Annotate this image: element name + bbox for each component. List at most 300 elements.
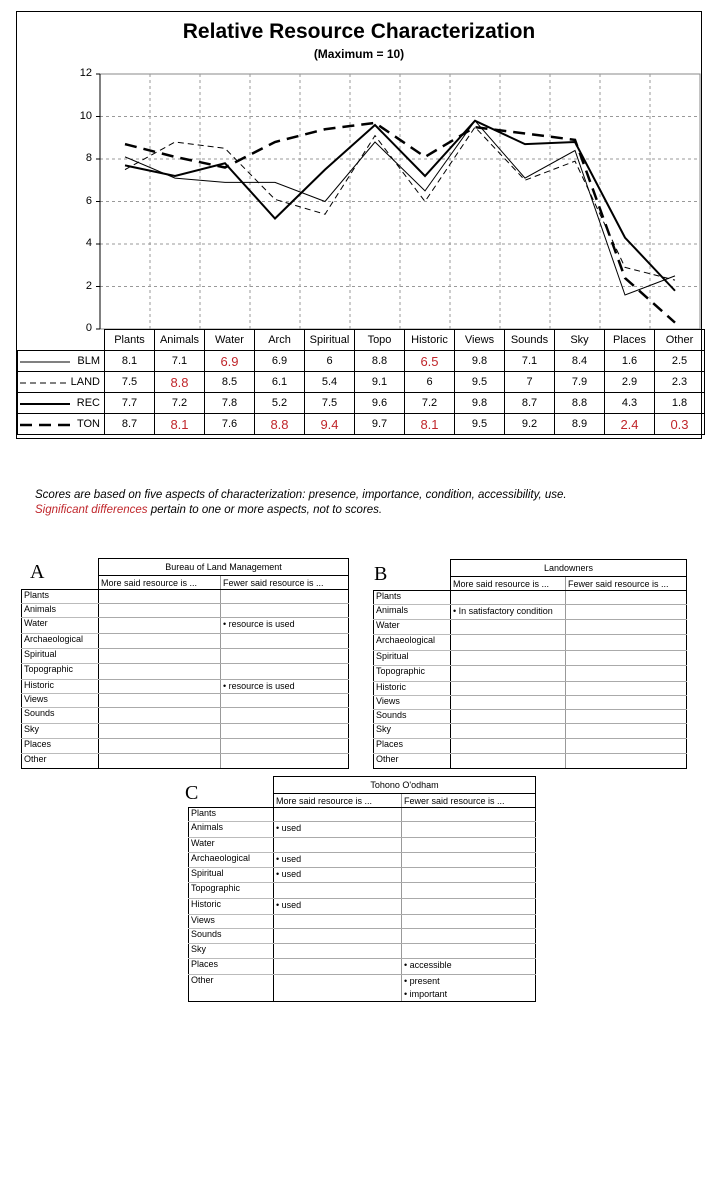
legend-label: TON: [76, 418, 100, 430]
cell-more: [451, 635, 566, 651]
cell-more: [451, 696, 566, 710]
value-cell: 8.8: [571, 397, 588, 409]
data-cell: [255, 351, 305, 372]
cell-more: [274, 868, 402, 883]
cell-more: [274, 808, 402, 822]
legend-entry: [18, 393, 105, 414]
cell-more: [274, 838, 402, 853]
data-cell: [105, 351, 155, 372]
data-cell: [255, 372, 305, 393]
cell-more: [274, 975, 402, 1002]
resource-label: Historic: [22, 680, 99, 694]
resource-label: Archaeological: [189, 853, 274, 868]
resource-label: Views: [189, 915, 274, 929]
resource-label: Animals: [189, 822, 274, 838]
value-cell: 9.8: [471, 397, 488, 409]
cell-fewer: [566, 739, 687, 754]
cell-more: [99, 724, 221, 739]
resource-label: Sky: [22, 724, 99, 739]
cell-more: [451, 605, 566, 620]
resource-label: Sounds: [22, 708, 99, 724]
chart-subtitle: (Maximum = 10): [313, 47, 405, 61]
bullet-item: • used: [276, 869, 302, 879]
panel-row: [22, 604, 349, 618]
panel-row: [22, 754, 349, 769]
legend-entry: [18, 414, 105, 435]
legend-swatch-blm: [20, 357, 70, 367]
cell-fewer: [221, 664, 349, 680]
category-header: Historic: [405, 330, 455, 351]
cell-fewer: [402, 838, 536, 853]
panel-row: [22, 680, 349, 694]
data-cell: [455, 414, 505, 435]
bullet-item: • used: [276, 900, 302, 910]
data-cell: [405, 372, 455, 393]
resource-label: Spiritual: [22, 649, 99, 664]
category-header: Sky: [555, 330, 605, 351]
value-cell: 1.6: [621, 355, 638, 367]
bullet-item: • resource is used: [223, 681, 295, 691]
data-cell: [605, 372, 655, 393]
resource-label: Plants: [22, 590, 99, 604]
cell-more: [451, 754, 566, 769]
cell-fewer: [566, 651, 687, 666]
data-cell: [255, 393, 305, 414]
value-cell: 5.4: [321, 376, 338, 388]
data-cell: [505, 351, 555, 372]
cell-fewer: [566, 620, 687, 635]
table-row: [18, 393, 705, 414]
bullet-item: • present: [404, 976, 440, 986]
category-header: Animals: [155, 330, 205, 351]
cell-more: [274, 929, 402, 944]
value-cell: 7.1: [171, 355, 188, 367]
panel-row: [189, 838, 536, 853]
value-significant: 9.4: [320, 416, 339, 432]
y-tick-label: 4: [85, 237, 92, 249]
value-significant: 8.8: [270, 416, 289, 432]
resource-label: Topographic: [22, 664, 99, 680]
resource-label: Water: [374, 620, 451, 635]
cell-more: [99, 604, 221, 618]
value-cell: 6.9: [271, 355, 288, 367]
value-cell: 7.7: [121, 397, 138, 409]
legend-label: LAND: [70, 376, 100, 388]
data-cell: [355, 414, 405, 435]
category-header: Views: [455, 330, 505, 351]
data-cell: [105, 414, 155, 435]
cell-fewer: [402, 915, 536, 929]
data-cell: [155, 351, 205, 372]
legend-entry: [18, 372, 105, 393]
cell-fewer: [221, 604, 349, 618]
panel-table-b: [373, 559, 687, 769]
data-cell: [555, 393, 605, 414]
panel-row: [22, 708, 349, 724]
bullet-item: • accessible: [404, 960, 452, 970]
cell-more: [451, 666, 566, 682]
data-cell: [205, 372, 255, 393]
value-significant: 2.4: [620, 416, 639, 432]
cell-more: [451, 620, 566, 635]
value-cell: 8.7: [121, 418, 138, 430]
panel-row: [22, 664, 349, 680]
column-header-fewer: Fewer said resource is ...: [221, 576, 349, 590]
cell-more: [451, 682, 566, 696]
cell-more: [451, 739, 566, 754]
data-cell: [355, 372, 405, 393]
resource-label: Sky: [374, 724, 451, 739]
cell-more: [274, 915, 402, 929]
panel-row: [189, 915, 536, 929]
cell-fewer: [566, 591, 687, 605]
cell-fewer: [221, 680, 349, 694]
value-cell: 7.1: [521, 355, 538, 367]
panel-row: [374, 605, 687, 620]
panel-corner: [189, 777, 274, 808]
note-highlight: Significant differences: [35, 504, 148, 516]
value-significant: 8.1: [170, 416, 189, 432]
cell-more: [99, 634, 221, 649]
panel-row: [374, 696, 687, 710]
table-row: [18, 372, 705, 393]
cell-fewer: [402, 975, 536, 1002]
cell-fewer: [402, 944, 536, 959]
data-cell: [555, 351, 605, 372]
resource-label: Other: [22, 754, 99, 769]
y-tick-label: 10: [79, 109, 92, 122]
panel-corner: [22, 559, 99, 590]
resource-label: Plants: [374, 591, 451, 605]
value-cell: 9.1: [371, 376, 388, 388]
cell-fewer: [566, 666, 687, 682]
value-cell: 8.7: [521, 397, 538, 409]
data-cell: [355, 351, 405, 372]
value-cell: 8.8: [371, 355, 388, 367]
resource-label: Historic: [189, 899, 274, 915]
y-tick-label: 12: [79, 67, 92, 79]
data-cell: [555, 372, 605, 393]
data-cell: [405, 393, 455, 414]
cell-fewer: [221, 649, 349, 664]
panel-row: [374, 620, 687, 635]
data-cell: [305, 372, 355, 393]
value-significant: 8.1: [420, 416, 439, 432]
data-cell: [455, 351, 505, 372]
data-cell: [655, 351, 705, 372]
panel-row: [189, 944, 536, 959]
category-header: Water: [205, 330, 255, 351]
resource-label: Places: [22, 739, 99, 754]
value-cell: 6: [426, 376, 433, 388]
panel-row: [189, 959, 536, 975]
legend-label: REC: [76, 397, 100, 409]
resource-label: Spiritual: [189, 868, 274, 883]
value-cell: 6: [326, 355, 333, 367]
panel-row: [189, 883, 536, 899]
bullet-item: • important: [404, 989, 448, 999]
data-cell: [305, 393, 355, 414]
value-cell: 9.8: [471, 355, 488, 367]
resource-label: Archaeological: [374, 635, 451, 651]
value-cell: 7: [526, 376, 533, 388]
chart-title: Relative Resource Characterization: [182, 20, 536, 43]
y-tick-label: 8: [85, 152, 92, 164]
data-cell: [655, 393, 705, 414]
panel-row: [189, 975, 536, 1002]
cell-fewer: [221, 739, 349, 754]
cell-fewer: [402, 853, 536, 868]
value-cell: 2.5: [671, 355, 688, 367]
note-line-2: Significant differences pertain to one or more aspects, not to scores.: [35, 504, 383, 516]
value-cell: 7.9: [571, 376, 588, 388]
panel-group-title: Tohono O'odham: [274, 777, 536, 794]
table-corner: [18, 330, 105, 351]
cell-more: [274, 853, 402, 868]
value-cell: 9.2: [521, 418, 538, 430]
data-cell: [655, 414, 705, 435]
data-cell: [655, 372, 705, 393]
legend-entry: [18, 351, 105, 372]
data-cell: [605, 393, 655, 414]
value-cell: 8.1: [121, 355, 138, 367]
table-row: [18, 414, 705, 435]
cell-fewer: [402, 808, 536, 822]
panel-row: [374, 710, 687, 724]
panel-group-title: Landowners: [451, 560, 687, 577]
data-cell: [355, 393, 405, 414]
cell-fewer: [566, 605, 687, 620]
resource-label: Water: [189, 838, 274, 853]
cell-fewer: [566, 635, 687, 651]
cell-more: [274, 822, 402, 838]
note-line-1: Scores are based on five aspects of characterization: presence, importance, condition, accessibility, use.: [35, 489, 567, 501]
data-cell: [555, 414, 605, 435]
column-header-more: More said resource is ...: [274, 794, 402, 808]
y-tick-label: 0: [85, 322, 92, 334]
resource-label: Animals: [374, 605, 451, 620]
panel-row: [374, 591, 687, 605]
cell-more: [274, 944, 402, 959]
panel-row: [22, 634, 349, 649]
value-cell: 2.9: [621, 376, 638, 388]
resource-label: Places: [189, 959, 274, 975]
category-header: Arch: [255, 330, 305, 351]
category-header: Spiritual: [305, 330, 355, 351]
category-header: Places: [605, 330, 655, 351]
bullet-item: • resource is used: [223, 619, 295, 629]
column-header-more: More said resource is ...: [451, 577, 566, 591]
value-cell: 8.5: [221, 376, 238, 388]
cell-more: [451, 710, 566, 724]
panel-row: [374, 724, 687, 739]
cell-fewer: [566, 754, 687, 769]
value-cell: 7.2: [171, 397, 188, 409]
value-cell: 9.5: [471, 418, 488, 430]
data-cell: [505, 414, 555, 435]
panel-letter: B: [374, 563, 388, 585]
data-cell: [605, 351, 655, 372]
cell-fewer: [221, 724, 349, 739]
legend-swatch-land: [20, 378, 70, 388]
value-cell: 4.3: [621, 397, 638, 409]
cell-fewer: [402, 868, 536, 883]
cell-fewer: [566, 696, 687, 710]
cell-fewer: [566, 724, 687, 739]
data-cell: [105, 372, 155, 393]
value-cell: 6.1: [271, 376, 288, 388]
data-cell: [505, 393, 555, 414]
panel-letter: A: [30, 561, 45, 583]
panel-row: [22, 649, 349, 664]
cell-fewer: [221, 708, 349, 724]
resource-label: Spiritual: [374, 651, 451, 666]
panel-row: [22, 724, 349, 739]
column-header-fewer: Fewer said resource is ...: [566, 577, 687, 591]
cell-fewer: [221, 590, 349, 604]
panel-letter: C: [185, 782, 199, 804]
cell-more: [99, 649, 221, 664]
panel-row: [189, 868, 536, 883]
data-cell: [305, 414, 355, 435]
cell-fewer: [221, 618, 349, 634]
data-cell: [155, 372, 205, 393]
bullet-item: • used: [276, 823, 302, 833]
panel-table-c: [188, 776, 536, 1002]
data-cell: [305, 351, 355, 372]
panel-row: [374, 635, 687, 651]
cell-fewer: [402, 822, 536, 838]
resource-label: Other: [374, 754, 451, 769]
category-header: Topo: [355, 330, 405, 351]
panel-row: [374, 739, 687, 754]
resource-label: Plants: [189, 808, 274, 822]
value-cell: 9.6: [371, 397, 388, 409]
value-cell: 7.5: [321, 397, 338, 409]
category-header: Plants: [105, 330, 155, 351]
resource-label: Views: [374, 696, 451, 710]
cell-fewer: [566, 682, 687, 696]
cell-more: [451, 724, 566, 739]
resource-label: Views: [22, 694, 99, 708]
panel-row: [22, 618, 349, 634]
panel-row: [189, 853, 536, 868]
cell-more: [99, 680, 221, 694]
cell-more: [451, 651, 566, 666]
cell-fewer: [566, 710, 687, 724]
value-cell: 8.4: [571, 355, 588, 367]
cell-more: [99, 739, 221, 754]
value-cell: 7.8: [221, 397, 238, 409]
value-cell: 1.8: [671, 397, 688, 409]
chart-data-table: [17, 329, 705, 435]
panel-row: [189, 929, 536, 944]
value-significant: 6.9: [220, 353, 239, 369]
data-cell: [155, 414, 205, 435]
bullet-item: • used: [276, 854, 302, 864]
cell-more: [99, 590, 221, 604]
data-cell: [405, 414, 455, 435]
category-header: Sounds: [505, 330, 555, 351]
panel-row: [189, 899, 536, 915]
value-cell: 5.2: [271, 397, 288, 409]
panel-corner: [374, 560, 451, 591]
data-cell: [505, 372, 555, 393]
cell-more: [99, 618, 221, 634]
value-cell: 7.5: [121, 376, 138, 388]
data-cell: [405, 351, 455, 372]
panel-group-title: Bureau of Land Management: [99, 559, 349, 576]
legend-label: BLM: [77, 355, 100, 367]
cell-fewer: [221, 754, 349, 769]
category-header: Other: [655, 330, 705, 351]
cell-fewer: [402, 883, 536, 899]
value-cell: 7.2: [421, 397, 438, 409]
value-significant: 6.5: [420, 353, 439, 369]
panel-row: [22, 694, 349, 708]
panel-row: [374, 666, 687, 682]
panel-row: [374, 651, 687, 666]
resource-label: Topographic: [374, 666, 451, 682]
data-cell: [105, 393, 155, 414]
resource-label: Other: [189, 975, 274, 1002]
data-cell: [155, 393, 205, 414]
cell-fewer: [402, 899, 536, 915]
panel-row: [374, 682, 687, 696]
data-cell: [605, 414, 655, 435]
resource-label: Sounds: [374, 710, 451, 724]
panel-row: [374, 754, 687, 769]
data-cell: [455, 372, 505, 393]
cell-more: [99, 708, 221, 724]
cell-more: [274, 883, 402, 899]
cell-fewer: [402, 929, 536, 944]
value-significant: 8.8: [170, 374, 189, 390]
resource-label: Sounds: [189, 929, 274, 944]
bullet-item: • In satisfactory condition: [453, 606, 553, 616]
panel-row: [22, 590, 349, 604]
data-cell: [455, 393, 505, 414]
resource-label: Sky: [189, 944, 274, 959]
panel-table-a: [21, 558, 349, 769]
resource-label: Places: [374, 739, 451, 754]
y-tick-label: 6: [85, 194, 92, 207]
value-cell: 8.9: [571, 418, 588, 430]
panel-row: [22, 739, 349, 754]
cell-fewer: [221, 634, 349, 649]
resource-label: Topographic: [189, 883, 274, 899]
data-cell: [255, 414, 305, 435]
value-cell: 2.3: [671, 376, 688, 388]
panel-row: [189, 822, 536, 838]
legend-swatch-rec: [20, 399, 70, 409]
cell-more: [99, 694, 221, 708]
value-cell: 9.7: [371, 418, 388, 430]
cell-more: [274, 899, 402, 915]
cell-more: [99, 664, 221, 680]
cell-fewer: [221, 694, 349, 708]
value-significant: 0.3: [670, 416, 689, 432]
value-cell: 9.5: [471, 376, 488, 388]
column-header-fewer: Fewer said resource is ...: [402, 794, 536, 808]
resource-label: Archaeological: [22, 634, 99, 649]
resource-label: Animals: [22, 604, 99, 618]
cell-more: [99, 754, 221, 769]
resource-label: Water: [22, 618, 99, 634]
resource-label: Historic: [374, 682, 451, 696]
y-tick-label: 2: [85, 279, 92, 292]
cell-more: [451, 591, 566, 605]
